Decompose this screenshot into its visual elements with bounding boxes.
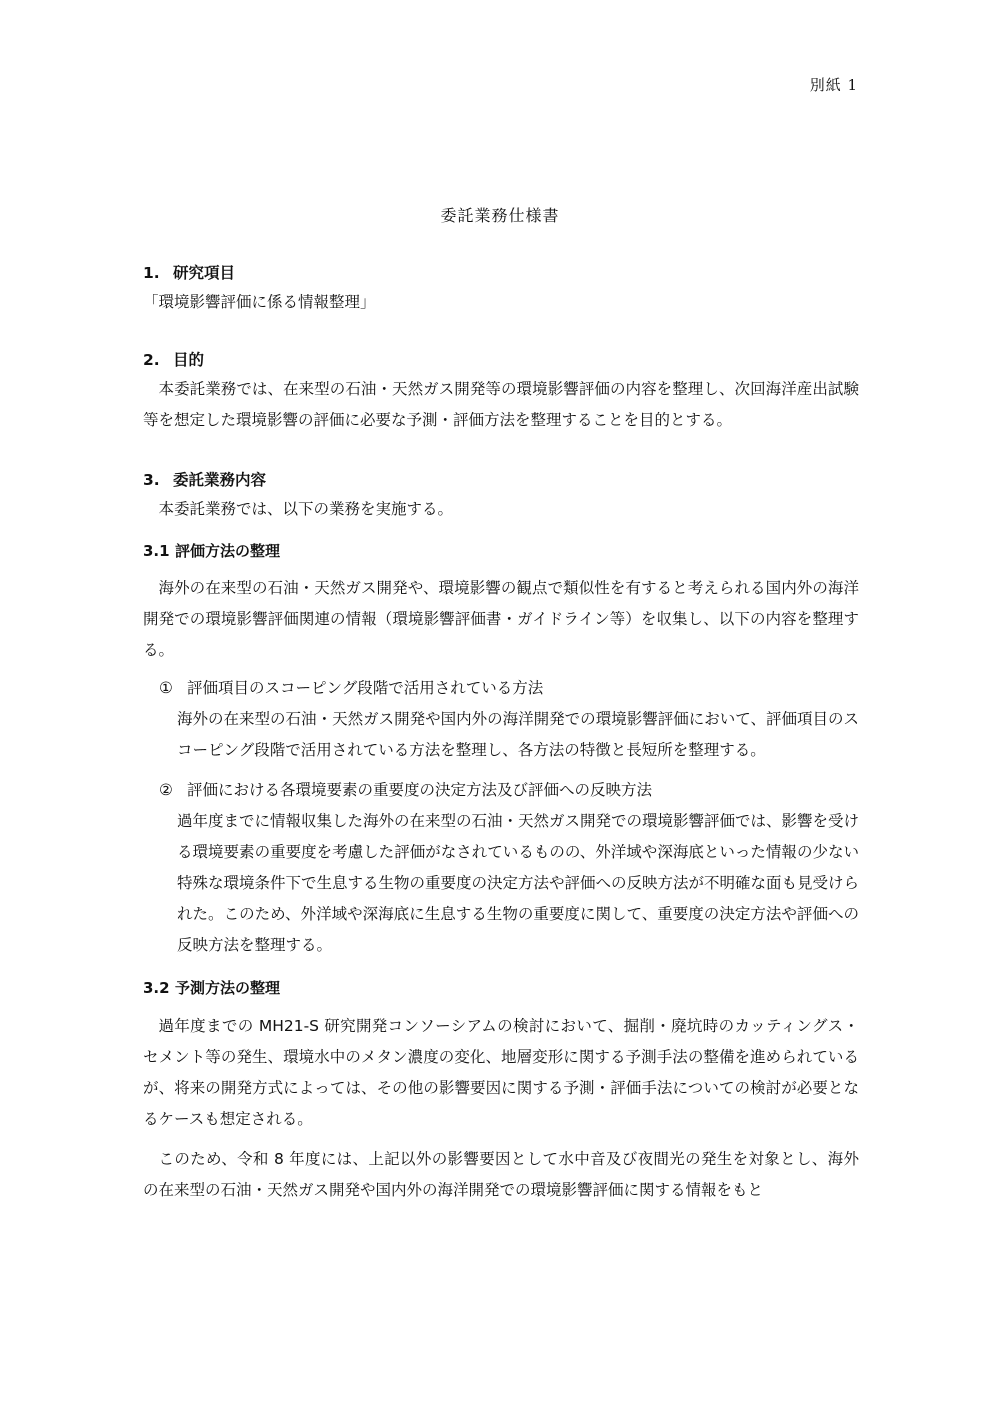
section-3-heading — [143, 469, 859, 491]
subsection-number: 3.2 — [143, 979, 170, 997]
document-body — [143, 262, 859, 1206]
section-number: 1. — [143, 264, 160, 282]
subsection-number: 3.1 — [143, 542, 170, 560]
subsection-3-1-heading — [143, 540, 859, 562]
section-title: 目的 — [173, 351, 205, 369]
item-marker: ② — [159, 781, 173, 799]
item-title-text: 評価項目のスコーピング段階で活用されている方法 — [187, 679, 544, 697]
section-2-body: 本委託業務では、在来型の石油・天然ガス開発等の環境影響評価の内容を整理し、次回海洋産出試験等を想定した環境影響の評価に必要な予測・評価方法を整理することを目的とする。 — [143, 380, 859, 429]
subsection-3-2-heading — [143, 977, 859, 999]
subsection-title: 評価方法の整理 — [175, 542, 281, 560]
item-marker: ① — [159, 679, 173, 697]
list-item-title — [143, 775, 859, 806]
list-item-title — [143, 673, 859, 704]
subsection-3-2-paragraph: このため、令和 8 年度には、上記以外の影響要因として水中音及び夜間光の発生を対象とし、海外の在来型の石油・天然ガス開発や国内外の海洋開発での環境影響評価に関する情報をもと — [143, 1150, 859, 1199]
attachment-label: 別紙 1 — [809, 76, 858, 94]
subsection-title: 予測方法の整理 — [175, 979, 281, 997]
section-title: 委託業務内容 — [173, 471, 267, 489]
list-item — [143, 775, 859, 961]
subsection-3-2-paragraph: 過年度までの MH21-S 研究開発コンソーシアムの検討において、掘削・廃坑時のカッティングス・セメント等の発生、環境水中のメタン濃度の変化、地層変形に関する予測手法の整備を進められているが、将来の開発方式によっては、その他の影響要因に関する予測・評価手法についての検討が必要となるケースも想定される。 — [143, 1017, 859, 1128]
section-3-body: 本委託業務では、以下の業務を実施する。 — [158, 500, 454, 518]
section-1-heading — [143, 262, 859, 284]
list-item-body: 海外の在来型の石油・天然ガス開発や国内外の海洋開発での環境影響評価において、評価項目のスコーピング段階で活用されている方法を整理し、各方法の特徴と長短所を整理する。 — [177, 710, 859, 759]
section-2-heading — [143, 349, 859, 371]
section-number: 3. — [143, 471, 160, 489]
list-item-body: 過年度までに情報収集した海外の在来型の石油・天然ガス開発での環境影響評価では、影響を受ける環境要素の重要度を考慮した評価がなされているものの、外洋域や深海底といった情報の少ない特殊な環境条件下で生息する生物の重要度の決定方法や評価への反映方法が不明確な面も見受けられた。このため、外洋域や深海底に生息する生物の重要度に関して、重要度の決定方法や評価への反映方法を整理する。 — [177, 812, 860, 954]
document-title: 委託業務仕様書 — [440, 206, 560, 225]
section-number: 2. — [143, 351, 160, 369]
list-item — [143, 673, 859, 766]
subsection-3-1-intro: 海外の在来型の石油・天然ガス開発や、環境影響の観点で類似性を有すると考えられる国内外の海洋開発での環境影響評価関連の情報（環境影響評価書・ガイドライン等）を収集し、以下の内容を整理する。 — [143, 579, 859, 659]
section-title: 研究項目 — [173, 264, 236, 282]
section-1-body: 「環境影響評価に係る情報整理」 — [143, 293, 376, 311]
item-title-text: 評価における各環境要素の重要度の決定方法及び評価への反映方法 — [187, 781, 653, 799]
